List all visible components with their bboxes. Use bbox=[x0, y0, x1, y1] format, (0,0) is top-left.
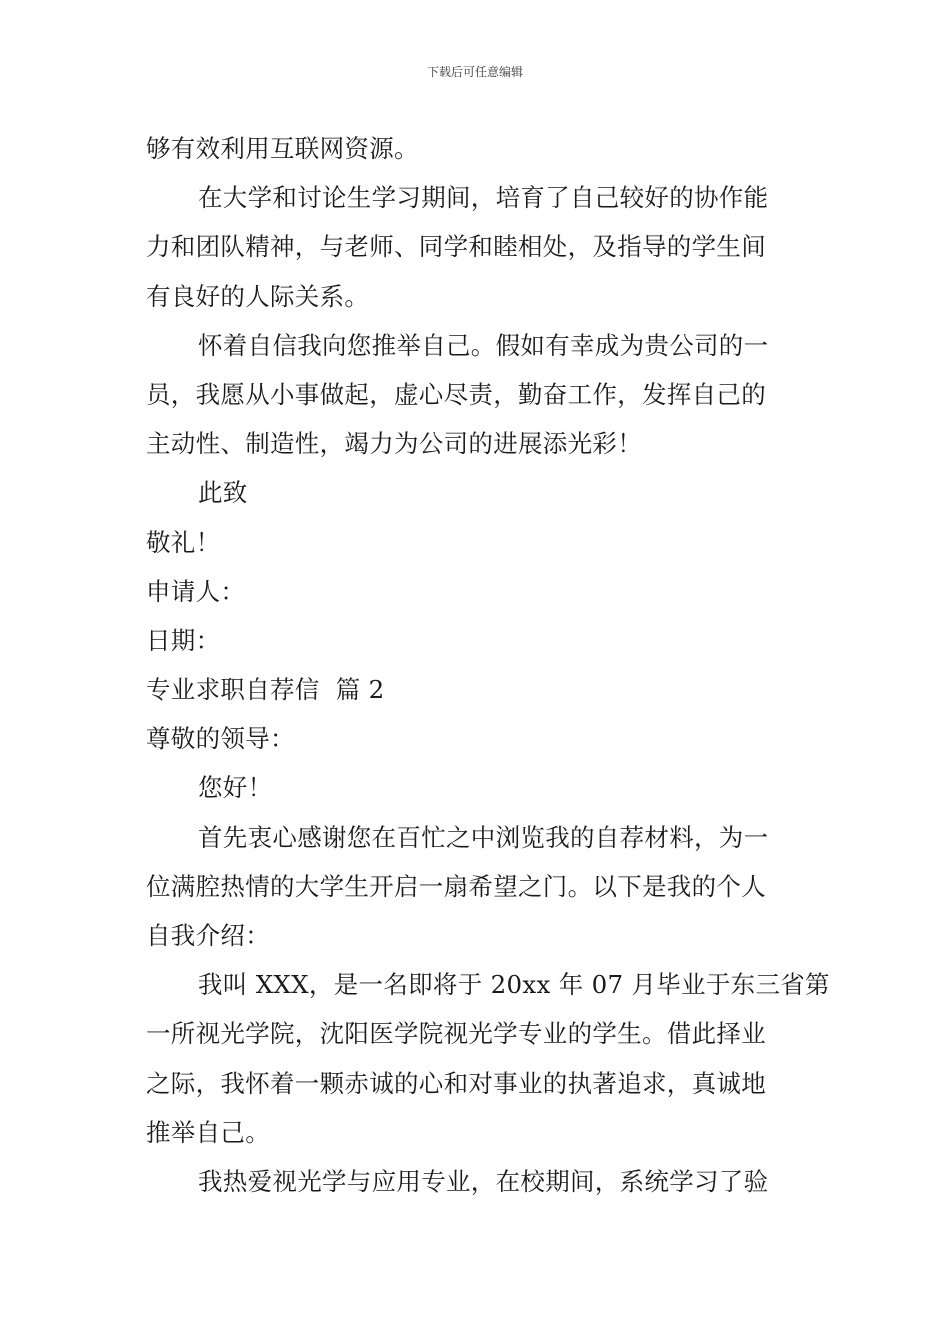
date-label: 日期： bbox=[146, 625, 221, 655]
text-line: 我叫 XXX，是一名即将于 20xx 年 07 月毕业于东三省第 bbox=[198, 970, 830, 1000]
document-body bbox=[146, 124, 830, 1206]
text-line: 我热爱视光学与应用专业，在校期间，系统学习了验 bbox=[198, 1166, 769, 1196]
page-header: 下载后可任意编辑 bbox=[426, 65, 523, 79]
text-line: 之际，我怀着一颗赤诚的心和对事业的执著追求，真诚地 bbox=[146, 1068, 766, 1098]
closing-salutation: 此致 bbox=[198, 478, 248, 508]
text-line: 位满腔热情的大学生开启一扇希望之门。以下是我的个人 bbox=[146, 871, 766, 901]
text-line: 一所视光学院，沈阳医学院视光学专业的学生。借此择业 bbox=[146, 1019, 766, 1049]
text-line: 首先衷心感谢您在百忙之中浏览我的自荐材料，为一 bbox=[198, 822, 769, 852]
text-line: 自我介绍： bbox=[146, 921, 270, 950]
closing-regards: 敬礼！ bbox=[146, 527, 221, 557]
text-line: 在大学和讨论生学习期间，培育了自己较好的协作能 bbox=[198, 183, 769, 213]
text-line: 力和团队精神，与老师、同学和睦相处，及指导的学生间 bbox=[146, 232, 766, 262]
text-line: 主动性、制造性，竭力为公司的进展添光彩！ bbox=[146, 429, 642, 459]
text-line: 推举自己。 bbox=[146, 1117, 270, 1147]
text-line: 有良好的人际关系。 bbox=[146, 281, 370, 311]
text-line: 怀着自信我向您推举自己。假如有幸成为贵公司的一 bbox=[198, 330, 769, 360]
text-line: 够有效利用互联网资源。 bbox=[146, 134, 419, 163]
text-line: 员，我愿从小事做起，虚心尽责，勤奋工作，发挥自己的 bbox=[146, 379, 766, 409]
greeting-hello: 您好！ bbox=[198, 773, 273, 803]
section-title: 专业求职自荐信 篇 2 bbox=[146, 675, 385, 705]
greeting: 尊敬的领导： bbox=[146, 724, 295, 754]
applicant-label: 申请人： bbox=[146, 576, 246, 606]
